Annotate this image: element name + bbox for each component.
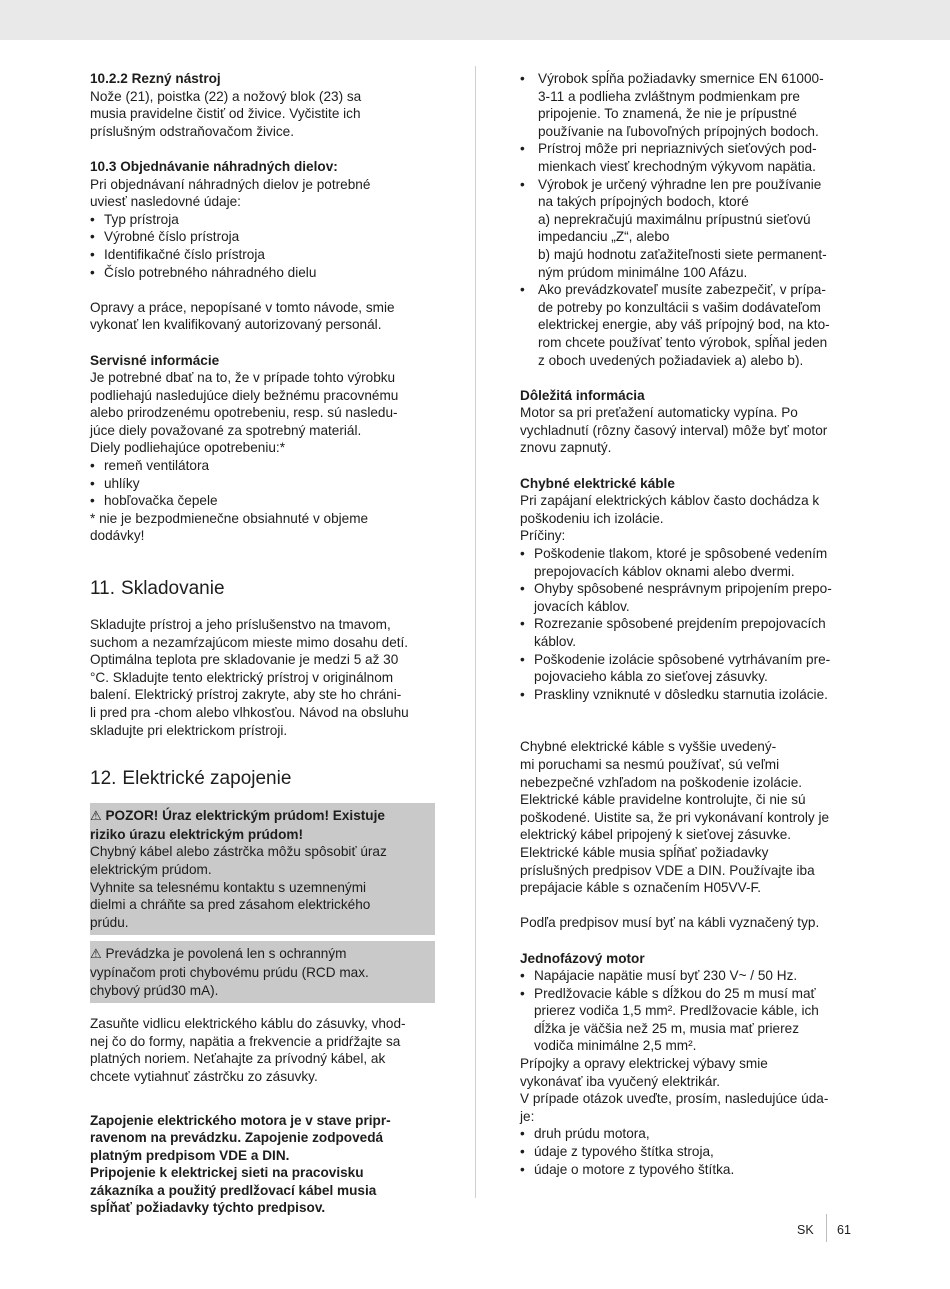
list-item: • Rozrezanie spôsobené prejdením prepojovacích káblov. bbox=[520, 615, 865, 650]
list-item: • hobľovačka čepele bbox=[90, 492, 435, 510]
list-item: • Výrobné číslo prístroja bbox=[90, 228, 435, 246]
requirements-list bbox=[520, 70, 865, 369]
list-item: • Poškodenie izolácie spôsobené vytrhávaním pre- pojovacieho kábla zo sieťovej zásuvky. bbox=[520, 651, 865, 686]
causes-list bbox=[520, 545, 865, 703]
faulty-cables-title: Chybné elektrické káble bbox=[520, 475, 675, 491]
list-item: • Ako prevádzkovateľ musíte zabezpečiť, v prípa- de potreby po konzultácii s vašim dodávateľom elektrickej energie, aby váš prípojný bod, na kto- rom chcete používať tento výrobok, spĺňal jeden z oboch uvedených požiadaviek a) alebo b). bbox=[520, 281, 865, 369]
list-item: • druh prúdu motora, bbox=[520, 1125, 865, 1143]
spare-parts-list bbox=[90, 211, 435, 281]
info-list bbox=[520, 1125, 865, 1178]
right-column bbox=[520, 70, 865, 1178]
section-10-3-title: 10.3 Objednávanie náhradných dielov: bbox=[90, 158, 338, 174]
paragraph: Je potrebné dbať na to, že v prípade tohto výrobku podliehajú nasledujúce diely bežnému pracovnému alebo prirodzenému opotrebeniu, resp. sú nasledu- júce diely považované za spotrebný materiál. Diely podliehajúce opotrebeniu:* bbox=[90, 370, 399, 456]
column-divider bbox=[475, 66, 476, 1198]
list-item: • uhlíky bbox=[90, 475, 435, 493]
paragraph: Nože (21), poistka (22) a nožový blok (23) sa musia pravidelne čistiť od živice. Vyčistite ich príslušným odstraňovačom živice. bbox=[90, 88, 362, 139]
paragraph: Chybné elektrické káble s vyššie uvedený- mi poruchami sa nesmú používať, sú veľmi nebezpečné vzhľadom na poškodenie izolácie. Elektrické káble pravidelne kontrolujte, či nie sú poškodené. Uistite sa, že pri vykonávaní kontroly je elektrický kábel pripojený k sieťovej zásuvke. Elektrické káble musia spĺňať požiadavky príslušných predpisov VDE a DIN. Používajte iba prepájacie káble s označením H05VV-F. bbox=[520, 739, 830, 896]
heading-electrical-connection: 12. Elektrické zapojenie bbox=[90, 768, 292, 790]
paragraph: Pri objednávaní náhradných dielov je potrebné uviesť nasledovné údaje: bbox=[90, 176, 371, 210]
list-item: • Výrobok je určený výhradne len pre používanie na takých prípojných bodoch, ktoré a) neprekračujú maximálnu prípustnú sieťovú impedanciu „Z“, alebo b) majú hodnotu zaťažiteľnosti siete permanent- ným prúdom minimálne 100 Afázu. bbox=[520, 176, 865, 282]
list-item: • údaje z typového štítka stroja, bbox=[520, 1143, 865, 1161]
warning-icon: ⚠ bbox=[90, 809, 102, 825]
footer-language: SK bbox=[797, 1223, 814, 1237]
bold-paragraph: Zapojenie elektrického motora je v stave pripr- ravenom na prevádzku. Zapojenie zodpovedá platným predpisom VDE a DIN. Pripojenie k elektrickej sieti na pracovisku zákazníka a použitý predlžovací kábel musia spĺňať požiadavky týchto predpisov. bbox=[90, 1112, 391, 1216]
list-item: • Praskliny vzniknuté v dôsledku starnutia izolácie. bbox=[520, 686, 865, 704]
paragraph: Skladujte prístroj a jeho príslušenstvo na tmavom, suchom a nezamŕzajúcom mieste mimo dosahu detí. Optimálna teplota pre skladovanie je medzi 5 až 30 °C. Skladujte tento elektrický prístroj v originálnom balení. Elektrický prístroj zakryte, aby ste ho chráni- li pred pra -chom alebo vlhkosťou. Návod na obsluhu skladujte pri elektrickom prístroji. bbox=[90, 617, 409, 738]
section-10-2-2-title: 10.2.2 Rezný nástroj bbox=[90, 71, 221, 86]
list-item: • Predlžovacie káble s dĺžkou do 25 m musí mať prierez vodiča 1,5 mm². Predlžovacie káble, ich dĺžka je väčšia než 25 m, musia mať prierez vodiča minimálne 2,5 mm². bbox=[520, 985, 865, 1055]
wear-parts-list bbox=[90, 457, 435, 510]
paragraph: Opravy a práce, nepopísané v tomto návode, smie vykonať len kvalifikovaný autorizovaný personál. bbox=[90, 299, 395, 333]
list-item: • Identifikačné číslo prístroja bbox=[90, 246, 435, 264]
paragraph: Motor sa pri preťažení automaticky vypína. Po vychladnutí (rôzny časový interval) môže byť motor znovu zapnutý. bbox=[520, 405, 828, 456]
footer-separator bbox=[826, 1214, 827, 1242]
list-item: • Prístroj môže pri nepriaznivých sieťových pod- mienkach viesť krechodným výkyvom napätia. bbox=[520, 140, 865, 175]
top-bar bbox=[0, 0, 950, 40]
paragraph: Podľa predpisov musí byť na kábli vyznačený typ. bbox=[520, 915, 820, 931]
heading-storage: 11. Skladovanie bbox=[90, 578, 225, 600]
paragraph: * nie je bezpodmienečne obsiahnuté v objeme dodávky! bbox=[90, 510, 369, 544]
list-item: • údaje o motore z typového štítka. bbox=[520, 1161, 865, 1179]
service-title: Servisné informácie bbox=[90, 352, 220, 368]
paragraph: Pri zapájaní elektrických káblov často dochádza k poškodeniu ich izolácie. Príčiny: bbox=[520, 493, 820, 544]
warning-icon: ⚠ bbox=[90, 947, 102, 963]
warning-box: ⚠ Prevádzka je povolená len s ochranným vypínačom proti chybovému prúdu (RCD max. chybový prúd30 mA). bbox=[90, 941, 435, 1003]
list-item: • remeň ventilátora bbox=[90, 457, 435, 475]
list-item: • Ohyby spôsobené nesprávnym pripojením prepo- jovacích káblov. bbox=[520, 580, 865, 615]
page-number: 61 bbox=[837, 1223, 851, 1237]
list-item: • Napájacie napätie musí byť 230 V~ / 50 Hz. bbox=[520, 967, 865, 985]
important-info-title: Dôležitá informácia bbox=[520, 387, 645, 403]
list-item: • Typ prístroja bbox=[90, 211, 435, 229]
motor-requirements-list bbox=[520, 967, 865, 1055]
paragraph: Zasuňte vidlicu elektrického káblu do zásuvky, vhod- nej čo do formy, napätia a frekvencie a pridŕžajte sa platných noriem. Neťahajte za prívodný kábel, ak chcete vytiahnuť zástrčku zo zásuvky. bbox=[90, 1016, 406, 1084]
list-item: • Poškodenie tlakom, ktoré je spôsobené vedením prepojovacích káblov oknami alebo dvermi. bbox=[520, 545, 865, 580]
warning-box: ⚠ POZOR! Úraz elektrickým prúdom! Existuje riziko úrazu elektrickým prúdom! Chybný kábel alebo zástrčka môžu spôsobiť úraz elektrickým prúdom. Vyhnite sa telesnému kontaktu s uzemnenými dielmi a chráňte sa pred zásahom elektrického prúdu. bbox=[90, 803, 435, 935]
single-phase-motor-title: Jednofázový motor bbox=[520, 950, 645, 966]
left-column bbox=[90, 70, 435, 1217]
paragraph: Prípojky a opravy elektrickej výbavy smie vykonávať iba vyučený elektrikár. V prípade otázok uveďte, prosím, nasledujúce úda- je: bbox=[520, 1056, 829, 1124]
list-item: • Výrobok spĺňa požiadavky smernice EN 61000- 3-11 a podlieha zvláštnym podmienkam pre pripojenie. To znamená, že nie je prípustné používanie na ľubovoľných prípojných bodoch. bbox=[520, 70, 865, 140]
list-item: • Číslo potrebného náhradného dielu bbox=[90, 264, 435, 282]
